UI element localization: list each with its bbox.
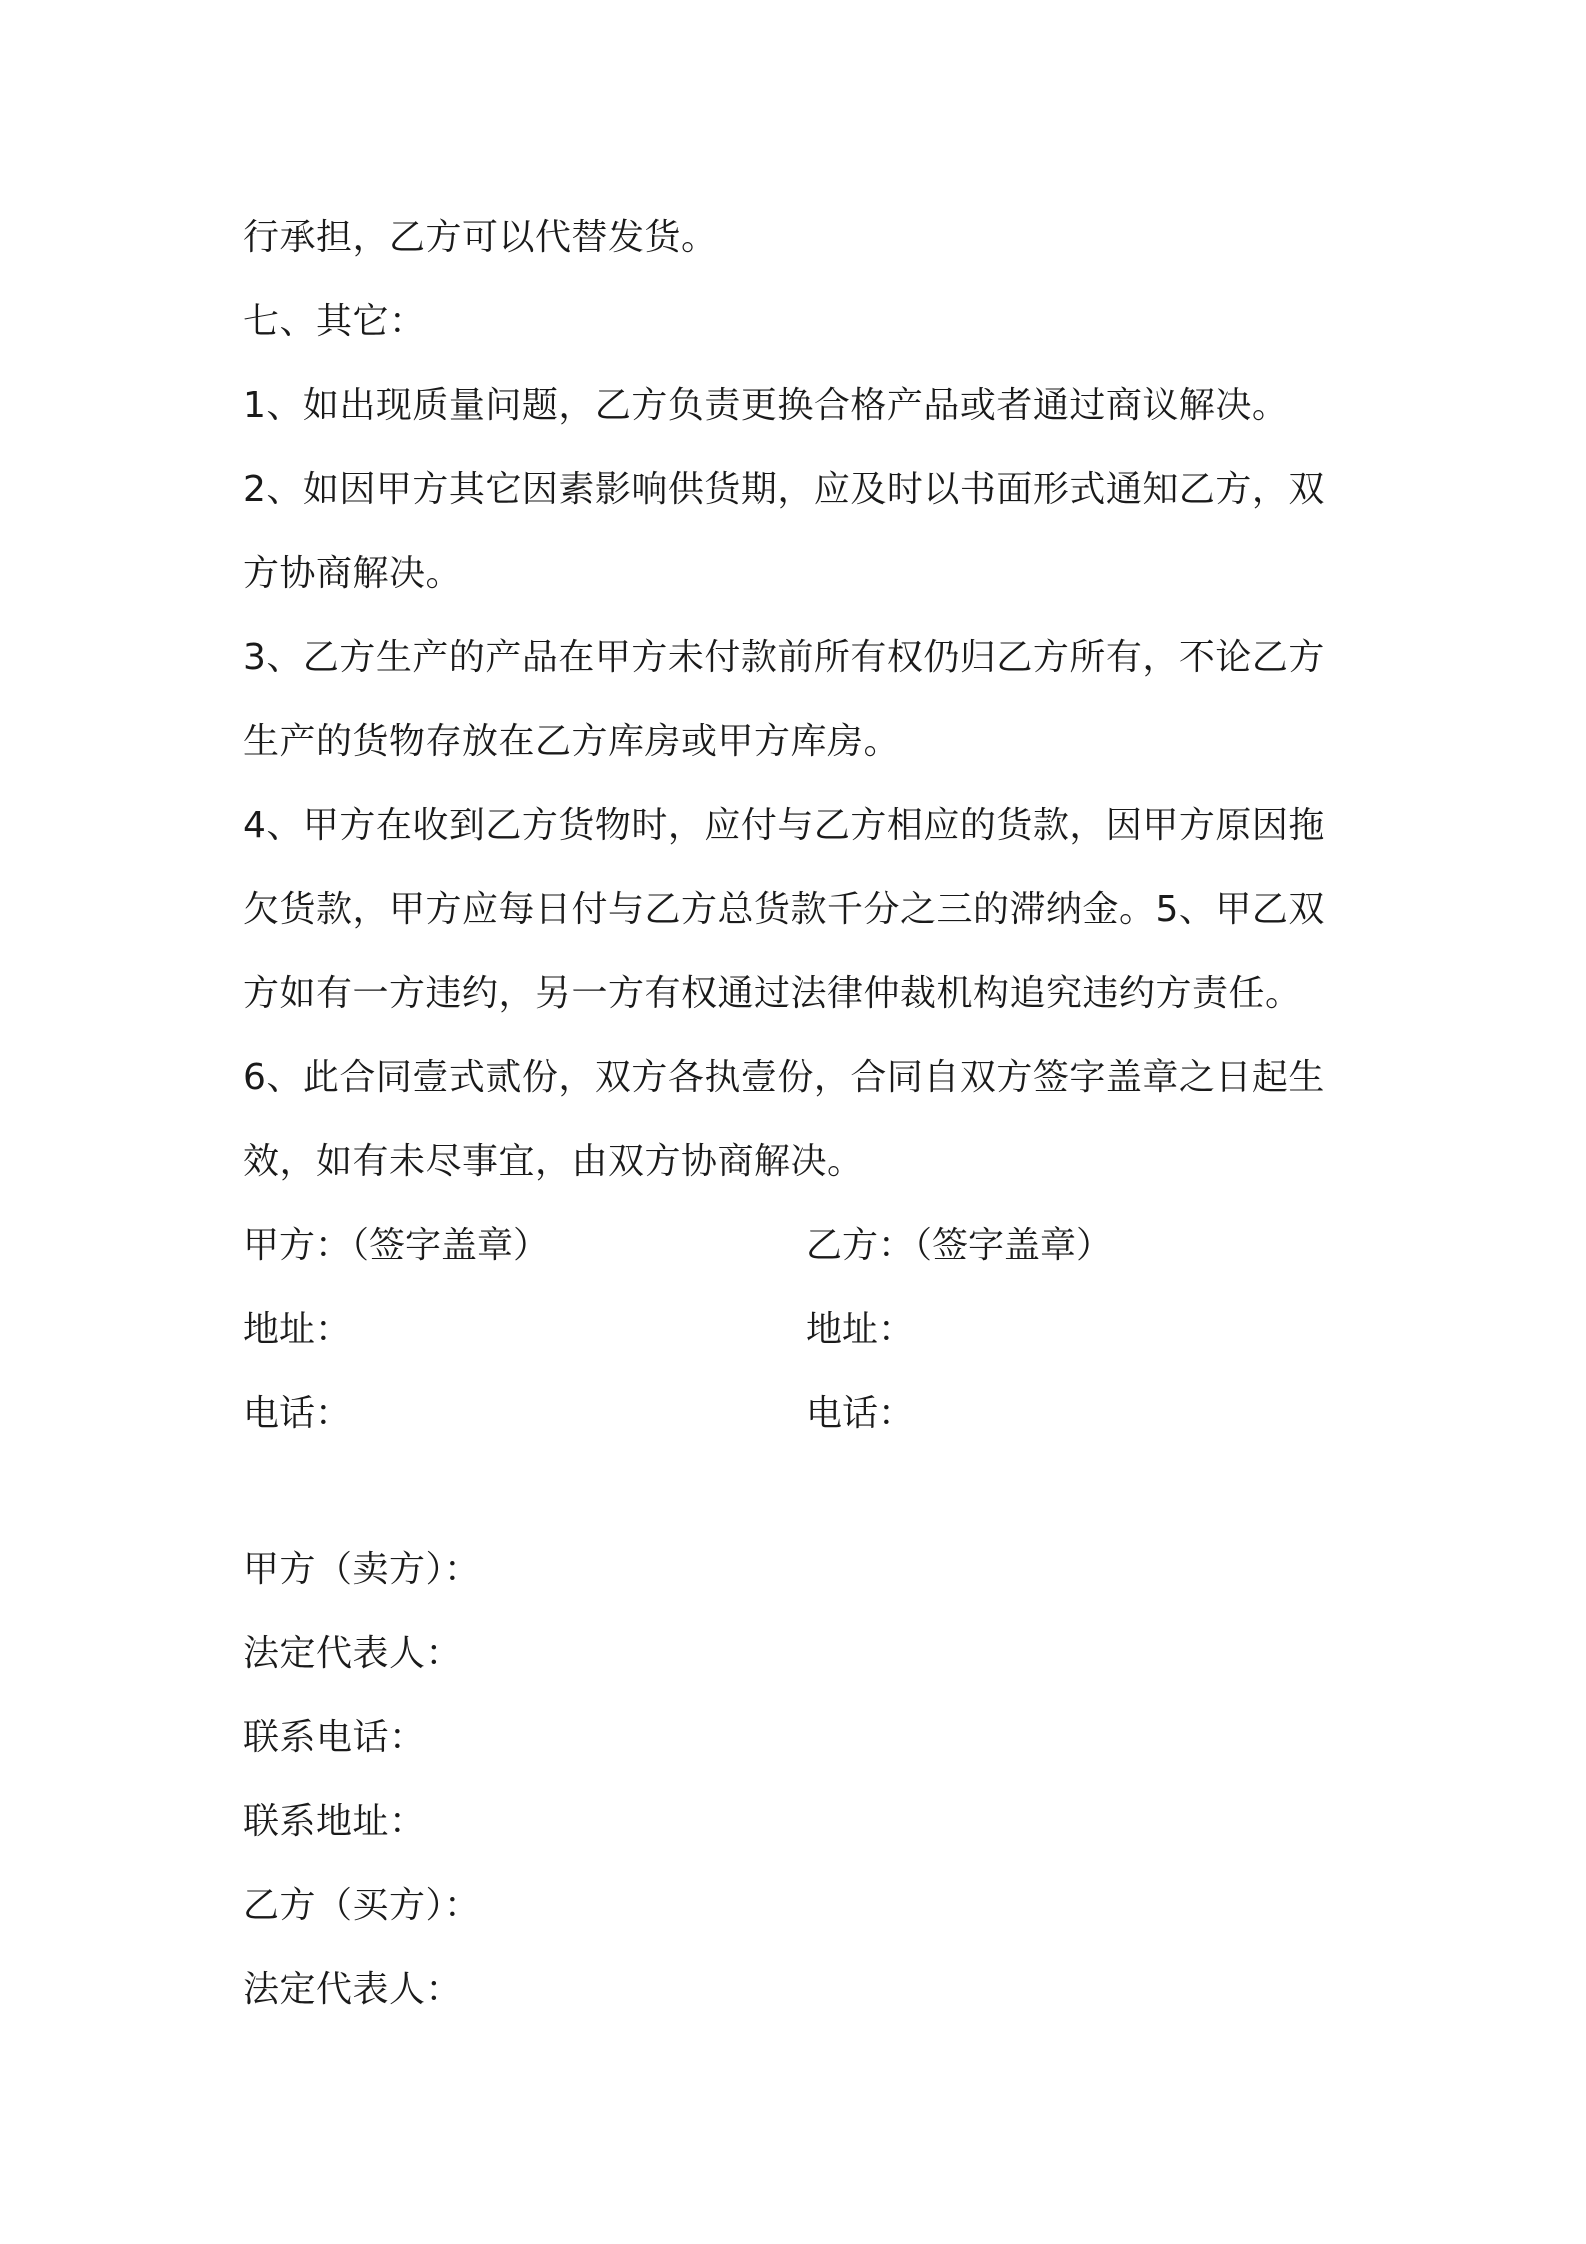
seller-contact-phone-label: 联系电话： [243,1717,426,1758]
body-line: 1、如出现质量问题，乙方负责更换合格产品或者通过商议解决。 [243,385,1289,426]
buyer-label: 乙方（买方）： [243,1885,481,1926]
party-b-address-label: 地址： [806,1309,915,1350]
party-a-signature-label: 甲方：（签字盖章） [243,1225,550,1266]
party-a-phone-label: 电话： [243,1393,352,1434]
body-line: 生产的货物存放在乙方库房或甲方库房。 [243,721,901,762]
address-row [243,1288,1353,1372]
body-line: 3、乙方生产的产品在甲方未付款前所有权仍归乙方所有，不论乙方 [243,637,1325,678]
body-line: 2、如因甲方其它因素影响供货期，应及时以书面形式通知乙方，双 [243,469,1325,510]
seller-contact-address-label: 联系地址： [243,1801,426,1842]
party-b-phone-label: 电话： [806,1393,915,1434]
party-b-signature-label: 乙方：（签字盖章） [806,1225,1113,1266]
body-line: 效，如有未尽事宜，由双方协商解决。 [243,1141,864,1182]
phone-row [243,1372,1353,1456]
body-line: 4、甲方在收到乙方货物时，应付与乙方相应的货款，因甲方原因拖 [243,805,1325,846]
section-spacer [243,1456,1353,1528]
body-line: 6、此合同壹式贰份，双方各执壹份，合同自双方签字盖章之日起生 [243,1057,1325,1098]
contract-content [243,196,1353,2032]
party-a-address-label: 地址： [243,1309,352,1350]
body-line: 行承担，乙方可以代替发货。 [243,217,718,258]
body-line: 方如有一方违约，另一方有权通过法律仲裁机构追究违约方责任。 [243,973,1302,1014]
buyer-legal-rep-label: 法定代表人： [243,1969,463,2010]
section-heading-other: 七、其它： [243,301,426,342]
seller-label: 甲方（卖方）： [243,1549,481,1590]
signature-row [243,1204,1353,1288]
seller-legal-rep-label: 法定代表人： [243,1633,463,1674]
body-line: 欠货款，甲方应每日付与乙方总货款千分之三的滞纳金。5、甲乙双 [243,889,1325,930]
body-line: 方协商解决。 [243,553,463,594]
